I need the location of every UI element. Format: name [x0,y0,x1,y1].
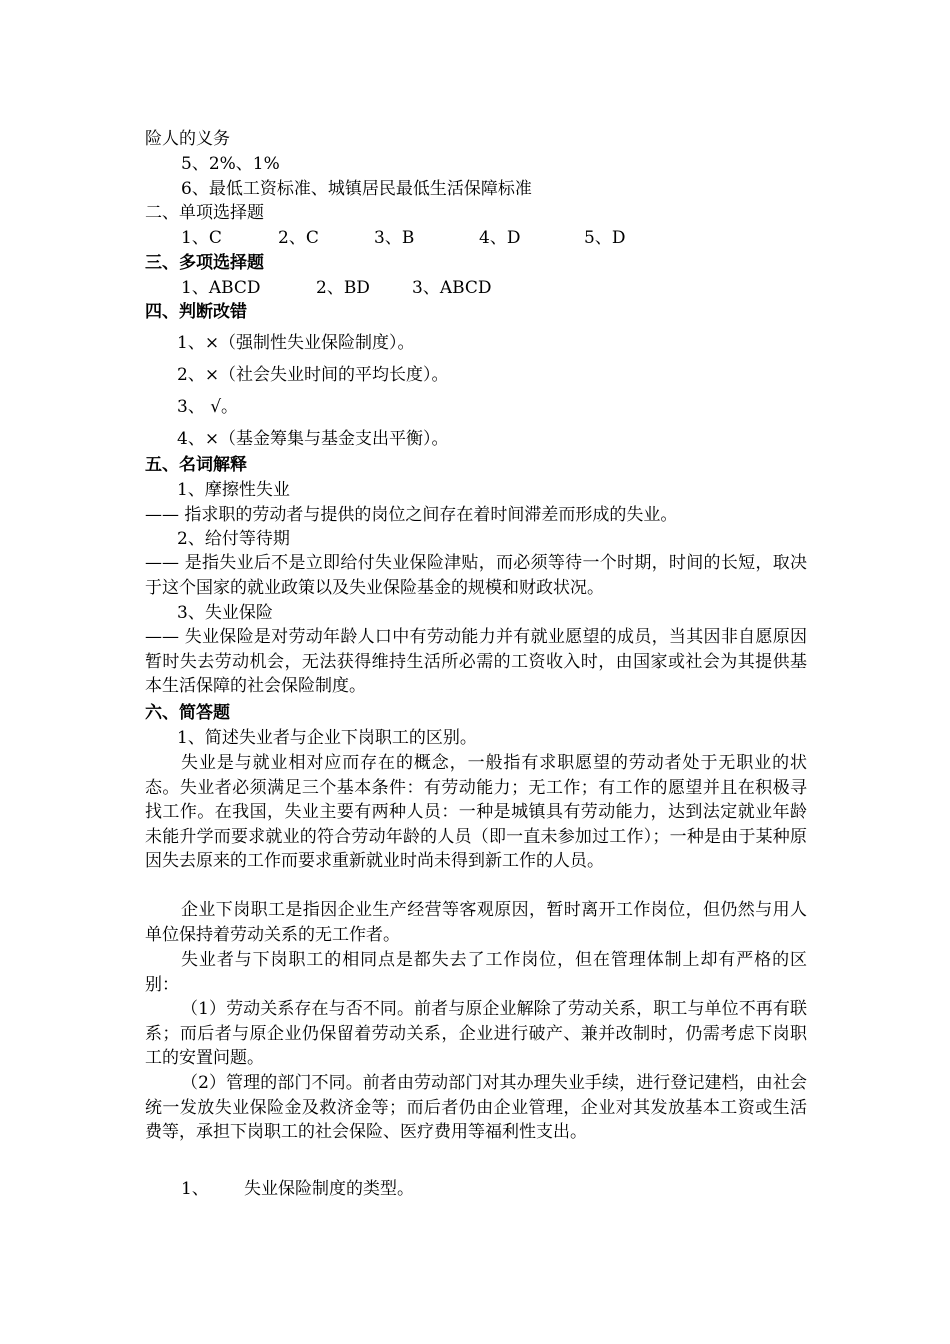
question-number: 1、 [181,1179,209,1199]
term-title: 2、给付等待期 [177,529,290,549]
term-definition: —— 指求职的劳动者与提供的岗位之间存在着时间滞差而形成的失业。 [145,505,678,525]
term-title: 3、失业保险 [177,603,273,623]
section-heading: 六、简答题 [145,703,230,723]
answer-item: 4、D [479,228,521,248]
text-line: 5、2%、1% [181,154,280,174]
judgement-item: 2、×（社会失业时间的平均长度）。 [177,365,449,385]
judgement-item: 1、×（强制性失业保险制度）。 [177,333,415,353]
answer-paragraph: 企业下岗职工是指因企业生产经营等客观原因，暂时离开工作岗位，但仍然与用人单位保持着劳动关系的无工作者。 [145,900,807,945]
answer-item: 5、D [584,228,626,248]
answer-item: 1、ABCD [181,278,261,298]
judgement-item: 3、 √。 [177,397,239,417]
answer-paragraph: （2）管理的部门不同。前者由劳动部门对其办理失业手续，进行登记建档，由社会统一发放失业保险金及救济金等；而后者仍由企业管理，企业对其发放基本工资或生活费等，承担下岗职工的社会保险、医疗费用等福利性支出。 [145,1073,807,1142]
term-definition: —— 是指失业后不是立即给付失业保险津贴，而必须等待一个时期，时间的长短，取决于这个国家的就业政策以及失业保险基金的规模和财政状况。 [145,553,807,598]
answer-item: 3、B [374,228,415,248]
text-line: 险人的义务 [145,129,230,149]
section-heading: 五、名词解释 [145,455,247,475]
judgement-item: 4、×（基金筹集与基金支出平衡）。 [177,429,449,449]
answer-item: 1、C [181,228,222,248]
question-title: 1、简述失业者与企业下岗职工的区别。 [177,728,477,748]
answer-item: 2、BD [316,278,370,298]
answer-paragraph: 失业者与下岗职工的相同点是都失去了工作岗位，但在管理体制上却有严格的区别： [145,950,807,995]
section-heading: 三、多项选择题 [145,253,264,273]
answer-item: 2、C [278,228,319,248]
text-line: 6、最低工资标准、城镇居民最低生活保障标准 [181,179,532,199]
term-title: 1、摩擦性失业 [177,480,290,500]
term-definition: —— 失业保险是对劳动年龄人口中有劳动能力并有就业愿望的成员，当其因非自愿原因暂时失去劳动机会，无法获得维持生活所必需的工资收入时，由国家或社会为其提供基本生活保障的社会保险制度。 [145,627,807,696]
question-title: 失业保险制度的类型。 [244,1179,414,1199]
answer-paragraph: （1）劳动关系存在与否不同。前者与原企业解除了劳动关系，职工与单位不再有联系；而后者与原企业仍保留着劳动关系，企业进行破产、兼并改制时，仍需考虑下岗职工的安置问题。 [145,999,807,1068]
answer-item: 3、ABCD [412,278,492,298]
answer-paragraph: 失业是与就业相对应而存在的概念，一般指有求职愿望的劳动者处于无职业的状态。失业者必须满足三个基本条件：有劳动能力；无工作；有工作的愿望并且在积极寻找工作。在我国，失业主要有两种人员：一种是城镇具有劳动能力，达到法定就业年龄未能升学而要求就业的符合劳动年龄的人员（即一直未参加过工作）；一种是由于某种原因失去原来的工作而要求重新就业时尚未得到新工作的人员。 [145,753,807,871]
section-heading: 二、单项选择题 [145,203,264,223]
section-heading: 四、判断改错 [145,302,247,322]
